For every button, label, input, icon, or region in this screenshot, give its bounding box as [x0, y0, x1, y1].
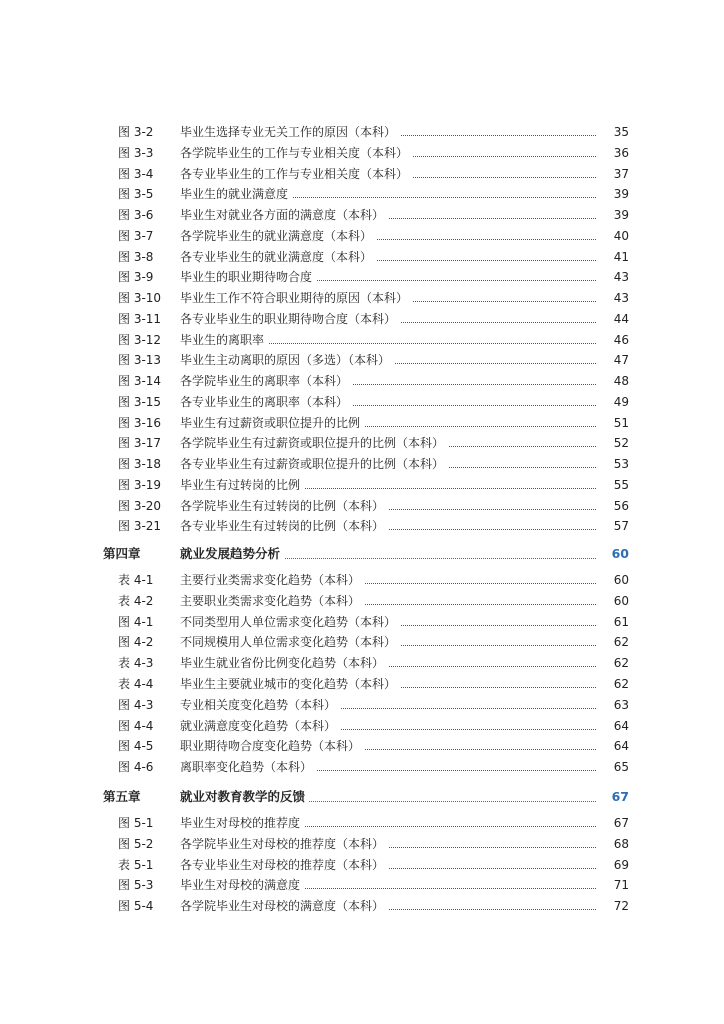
entry-title: 毕业生工作不符合职业期待的原因（本科） — [180, 288, 412, 308]
entry-title: 专业相关度变化趋势（本科） — [180, 695, 340, 715]
entry-label: 图 3-7 — [118, 228, 154, 243]
entry-label: 图 4-1 — [118, 614, 154, 629]
entry-label: 图 3-11 — [118, 311, 162, 326]
entry-label: 图 3-10 — [118, 291, 162, 305]
entry-page-number: 62 — [596, 653, 629, 673]
entry-label: 图 3-16 — [118, 415, 162, 430]
entry-label: 图 3-12 — [118, 332, 162, 347]
toc-entry[interactable] — [0, 674, 724, 694]
entry-page-number: 72 — [596, 896, 629, 916]
toc-entry[interactable] — [0, 392, 724, 412]
entry-title: 各专业毕业生的离职率（本科） — [180, 392, 352, 412]
entry-title: 毕业生的就业满意度 — [180, 184, 292, 204]
toc-entry[interactable] — [0, 813, 724, 833]
toc-entry[interactable] — [0, 516, 724, 536]
chapter-page-number: 67 — [596, 786, 629, 808]
toc-entry[interactable] — [0, 164, 724, 184]
entry-title: 毕业生有过转岗的比例 — [180, 475, 304, 495]
entry-page-number: 44 — [596, 309, 629, 329]
toc-entry[interactable] — [0, 834, 724, 854]
entry-title: 毕业生主动离职的原因（多选）（本科） — [180, 350, 394, 370]
toc-entry[interactable] — [0, 184, 724, 204]
toc-entry[interactable] — [0, 570, 724, 590]
entry-title: 毕业生对就业各方面的满意度（本科） — [180, 205, 388, 225]
entry-title: 各学院毕业生的离职率（本科） — [180, 371, 352, 391]
entry-label: 图 4-4 — [118, 718, 154, 733]
entry-page-number: 63 — [596, 695, 629, 715]
entry-title: 各专业毕业生的工作与专业相关度（本科） — [180, 164, 412, 184]
entry-title: 主要行业类需求变化趋势（本科） — [180, 570, 364, 590]
chapter-title: 就业对教育教学的反馈 — [180, 786, 309, 808]
entry-page-number: 62 — [596, 632, 629, 652]
entry-title: 毕业生对母校的满意度 — [180, 875, 304, 895]
entry-title: 各专业毕业生有过转岗的比例（本科） — [180, 516, 388, 536]
entry-label: 表 4-4 — [118, 677, 154, 691]
toc-entry[interactable] — [0, 875, 724, 895]
entry-page-number: 53 — [596, 454, 629, 474]
chapter-heading[interactable] — [0, 786, 724, 808]
entry-label: 图 3-3 — [118, 145, 154, 160]
entry-label: 图 4-6 — [118, 760, 154, 775]
entry-label: 图 3-13 — [118, 353, 162, 368]
entry-title: 各专业毕业生有过薪资或职位提升的比例（本科） — [180, 454, 448, 474]
entry-title: 主要职业类需求变化趋势（本科） — [180, 591, 364, 611]
toc-entry[interactable] — [0, 855, 724, 875]
entry-title: 各学院毕业生的工作与专业相关度（本科） — [180, 143, 412, 163]
entry-page-number: 56 — [596, 496, 629, 516]
entry-title: 不同规模用人单位需求变化趋势（本科） — [180, 632, 400, 652]
entry-label: 图 5-2 — [118, 836, 154, 851]
chapter-page-number: 60 — [596, 543, 629, 565]
toc-entry[interactable] — [0, 653, 724, 673]
entry-label: 图 3-2 — [118, 125, 154, 139]
toc-entry[interactable] — [0, 267, 724, 287]
entry-page-number: 51 — [596, 413, 629, 433]
toc-entry[interactable] — [0, 475, 724, 495]
entry-label: 图 3-21 — [118, 519, 162, 534]
entry-label: 图 3-14 — [118, 374, 162, 388]
entry-title: 各学院毕业生有过薪资或职位提升的比例（本科） — [180, 433, 448, 453]
entry-label: 图 3-18 — [118, 457, 162, 471]
entry-label: 图 3-15 — [118, 394, 162, 409]
entry-label: 图 4-5 — [118, 739, 154, 754]
entry-label: 图 5-4 — [118, 899, 154, 914]
toc-entry[interactable] — [0, 226, 724, 246]
entry-title: 各专业毕业生的职业期待吻合度（本科） — [180, 309, 400, 329]
entry-title: 离职率变化趋势（本科） — [180, 757, 316, 777]
entry-page-number: 64 — [596, 716, 629, 736]
toc-entry[interactable] — [0, 695, 724, 715]
toc-entry[interactable] — [0, 433, 724, 453]
entry-page-number: 43 — [596, 267, 629, 287]
entry-label: 图 4-3 — [118, 697, 154, 712]
entry-label: 图 3-20 — [118, 498, 162, 513]
entry-page-number: 64 — [596, 736, 629, 756]
entry-label: 图 3-5 — [118, 187, 154, 202]
toc-entry[interactable] — [0, 350, 724, 370]
toc-entry[interactable] — [0, 591, 724, 611]
entry-page-number: 39 — [596, 184, 629, 204]
toc-entry[interactable] — [0, 454, 724, 474]
entry-label: 图 3-9 — [118, 270, 154, 285]
entry-title: 毕业生选择专业无关工作的原因（本科） — [180, 122, 400, 142]
chapter-label: 第五章 — [103, 789, 141, 804]
entry-label: 图 4-2 — [118, 635, 154, 650]
entry-page-number: 68 — [596, 834, 629, 854]
toc-entry[interactable] — [0, 496, 724, 516]
entry-title: 各学院毕业生对母校的满意度（本科） — [180, 896, 388, 916]
entry-title: 毕业生主要就业城市的变化趋势（本科） — [180, 674, 400, 694]
toc-entry[interactable] — [0, 371, 724, 391]
entry-title: 各学院毕业生有过转岗的比例（本科） — [180, 496, 388, 516]
entry-page-number: 69 — [596, 855, 629, 875]
entry-page-number: 37 — [596, 164, 629, 184]
entry-title: 毕业生的职业期待吻合度 — [180, 267, 316, 287]
entry-title: 就业满意度变化趋势（本科） — [180, 716, 340, 736]
entry-page-number: 57 — [596, 516, 629, 536]
entry-title: 各学院毕业生的就业满意度（本科） — [180, 226, 376, 246]
entry-page-number: 60 — [596, 570, 629, 590]
entry-label: 表 5-1 — [118, 857, 154, 872]
entry-title: 毕业生的离职率 — [180, 330, 268, 350]
toc-entry[interactable] — [0, 309, 724, 329]
entry-label: 图 3-8 — [118, 249, 154, 264]
entry-label: 图 5-3 — [118, 878, 154, 893]
toc-entry[interactable] — [0, 247, 724, 267]
toc-entry[interactable] — [0, 288, 724, 308]
entry-page-number: 47 — [596, 350, 629, 370]
entry-page-number: 65 — [596, 757, 629, 777]
toc-entry[interactable] — [0, 632, 724, 652]
entry-page-number: 35 — [596, 122, 629, 142]
toc-entry[interactable] — [0, 757, 724, 777]
entry-title: 毕业生有过薪资或职位提升的比例 — [180, 413, 364, 433]
toc-entry[interactable] — [0, 143, 724, 163]
chapter-heading[interactable] — [0, 543, 724, 565]
toc-entry[interactable] — [0, 413, 724, 433]
entry-title: 各专业毕业生的就业满意度（本科） — [180, 247, 376, 267]
entry-label: 图 3-17 — [118, 436, 162, 451]
entry-title: 各学院毕业生对母校的推荐度（本科） — [180, 834, 388, 854]
toc-entry[interactable] — [0, 330, 724, 350]
entry-page-number: 41 — [596, 247, 629, 267]
entry-page-number: 55 — [596, 475, 629, 495]
entry-page-number: 48 — [596, 371, 629, 391]
chapter-title: 就业发展趋势分析 — [180, 543, 284, 565]
entry-page-number: 52 — [596, 433, 629, 453]
entry-title: 职业期待吻合度变化趋势（本科） — [180, 736, 364, 756]
toc-entry[interactable] — [0, 896, 724, 916]
chapter-label: 第四章 — [103, 546, 141, 561]
toc-entry[interactable] — [0, 612, 724, 632]
entry-label: 表 4-3 — [118, 656, 154, 671]
entry-label: 图 3-19 — [118, 477, 162, 492]
entry-page-number: 62 — [596, 674, 629, 694]
entry-page-number: 49 — [596, 392, 629, 412]
entry-label: 图 3-4 — [118, 166, 154, 181]
entry-page-number: 39 — [596, 205, 629, 225]
entry-page-number: 60 — [596, 591, 629, 611]
entry-page-number: 71 — [596, 875, 629, 895]
entry-label: 图 3-6 — [118, 208, 154, 222]
entry-title: 毕业生就业省份比例变化趋势（本科） — [180, 653, 388, 673]
entry-title: 不同类型用人单位需求变化趋势（本科） — [180, 612, 400, 632]
entry-page-number: 43 — [596, 288, 629, 308]
entry-page-number: 40 — [596, 226, 629, 246]
entry-label: 表 4-2 — [118, 593, 154, 608]
toc-entry[interactable] — [0, 716, 724, 736]
entry-label: 图 5-1 — [118, 816, 154, 830]
entry-label: 表 4-1 — [118, 573, 154, 587]
entry-page-number: 67 — [596, 813, 629, 833]
toc-entry[interactable] — [0, 205, 724, 225]
entry-title: 各专业毕业生对母校的推荐度（本科） — [180, 855, 388, 875]
entry-page-number: 46 — [596, 330, 629, 350]
entry-page-number: 36 — [596, 143, 629, 163]
entry-page-number: 61 — [596, 612, 629, 632]
toc-entry[interactable] — [0, 736, 724, 756]
entry-title: 毕业生对母校的推荐度 — [180, 813, 304, 833]
toc-entry[interactable] — [0, 122, 724, 142]
